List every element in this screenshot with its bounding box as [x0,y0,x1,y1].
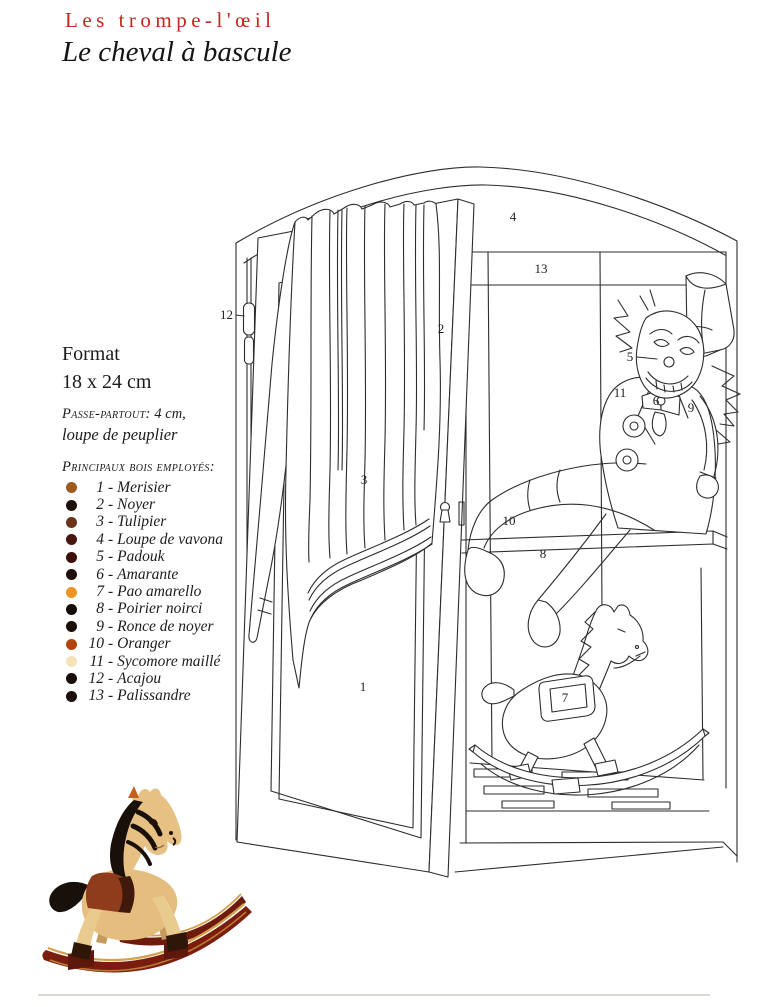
wood-name: Poirier noirci [117,600,203,618]
page-title: Le cheval à bascule [62,36,292,68]
legend-item: 4 - Loupe de vavona [62,531,282,548]
figure-label-11: 11 [613,385,627,400]
page-edge-artifact [38,994,710,996]
wood-name: Loupe de vavona [117,530,224,548]
figure-label-13: 13 [534,261,548,276]
wood-name: Pao amarello [117,583,202,601]
wood-name: Amarante [117,565,179,583]
figure-label-5: 5 [626,349,634,364]
figure-label-12: 12 [220,307,233,322]
figure-label-4: 4 [509,209,517,224]
figure-label-2: 2 [437,321,445,336]
rocking-horse-line-art [469,605,709,795]
legend-item: 6 - Amarante [62,566,282,583]
clown-face [636,311,703,398]
passe-partout-value: 4 cm, [154,406,186,422]
legend-item: 13 - Palissandre [62,688,282,705]
rocking-horse-color-illustration [42,786,252,973]
legend-item: 7 - Pao amarello [62,583,282,600]
figure-label-9: 9 [687,400,695,415]
wood-name: Tulipier [117,513,167,531]
shelf [462,531,727,553]
passe-partout-label: Passe-partout: [62,406,151,422]
figure-label-7: 7 [561,690,569,705]
series-title: Les trompe-l'œil [65,8,276,32]
wood-name: Merisier [117,478,171,496]
legend-item: 2 - Noyer [62,496,282,513]
wood-name: Padouk [117,548,165,566]
format-label: Format [62,343,120,365]
legend-item: 11 - Sycomore maillé [62,653,282,670]
legend-item: 10 - Oranger [62,636,282,653]
legend-item: 9 - Ronce de noyer [62,618,282,635]
legend-item: 8 - Poirier noirci [62,601,282,618]
wood-name: Sycomore maillé [117,652,221,670]
wood-name: Oranger [117,635,171,653]
wood-name: Noyer [117,496,156,514]
legend-item: 12 - Acajou [62,670,282,687]
figure-label-10: 10 [502,513,516,528]
wood-name: Ronce de noyer [117,617,214,635]
legend-item: 5 - Padouk [62,549,282,566]
legend-item: 1 - Merisier [62,479,282,496]
figure-label-8: 8 [539,546,547,561]
passe-partout-line2: loupe de peuplier [62,425,178,444]
figure-label-1: 1 [359,679,367,694]
legend-item: 3 - Tulipier [62,514,282,531]
figure-label-6: 6 [652,393,660,408]
wood-name: Acajou [117,670,162,687]
figure-label-3: 3 [360,472,368,487]
format-value: 18 x 24 cm [62,371,152,393]
legend-heading: Principaux bois employés: [62,459,215,475]
wood-name: Palissandre [117,687,191,705]
